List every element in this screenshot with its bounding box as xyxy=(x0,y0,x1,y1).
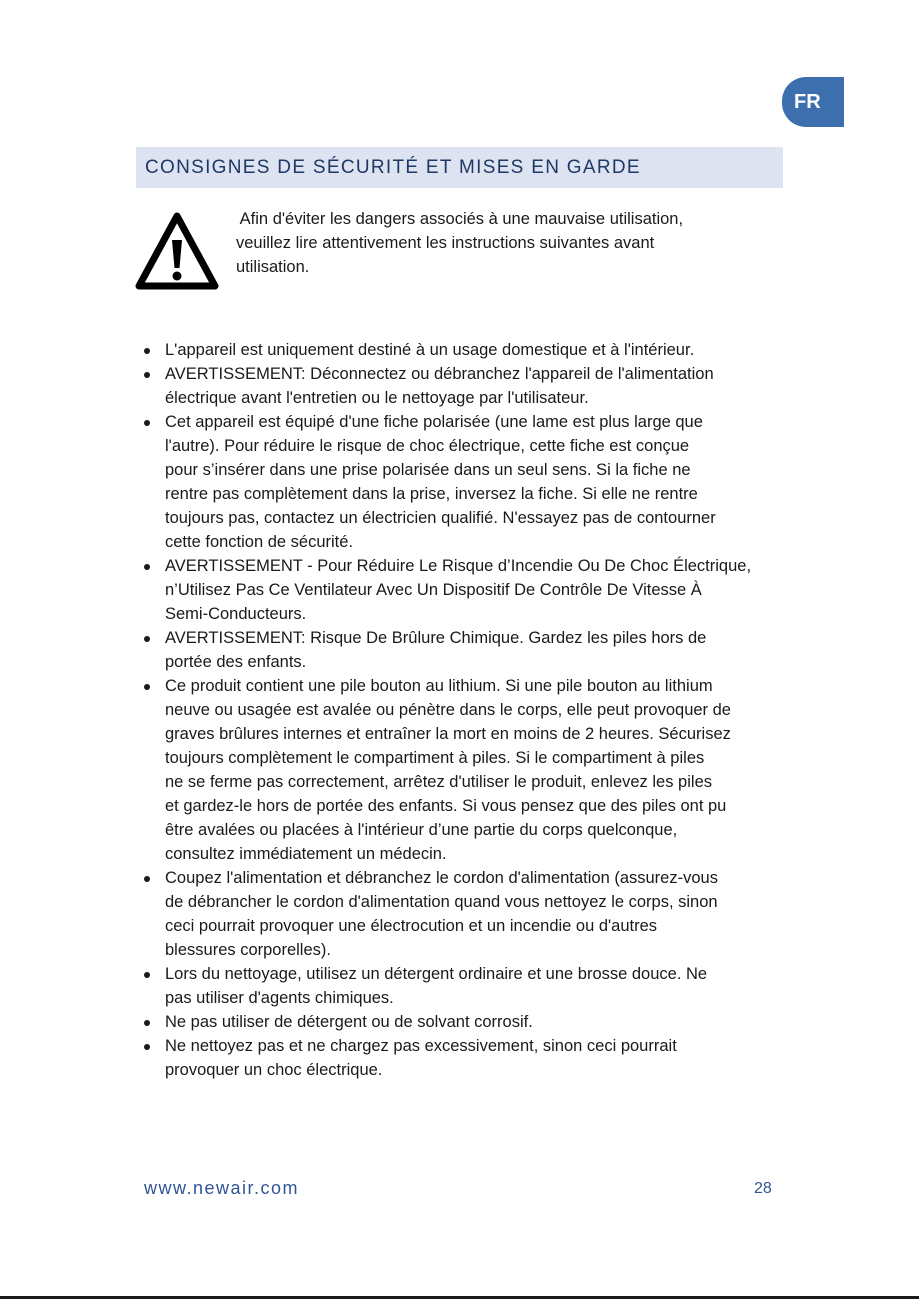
list-item xyxy=(142,626,782,674)
section-header xyxy=(136,147,783,188)
list-item-line: AVERTISSEMENT: Déconnectez ou débranchez l'appareil de l'alimentation xyxy=(165,365,714,383)
list-item-line: Ce produit contient une pile bouton au lithium. Si une pile bouton au lithium xyxy=(165,677,713,695)
list-item-line: neuve ou usagée est avalée ou pénètre dans le corps, elle peut provoquer de xyxy=(165,701,731,719)
section-title: CONSIGNES DE SÉCURITÉ ET MISES EN GARDE xyxy=(145,156,641,178)
list-item-line: n’Utilisez Pas Ce Ventilateur Avec Un Dispositif De Contrôle De Vitesse À xyxy=(165,581,702,599)
list-item xyxy=(142,962,782,1010)
list-item xyxy=(142,1034,782,1082)
list-item-line: Ne nettoyez pas et ne chargez pas excessivement, sinon ceci pourrait xyxy=(165,1037,677,1055)
list-item-line: Cet appareil est équipé d'une fiche polarisée (une lame est plus large que xyxy=(165,413,703,431)
language-label: FR xyxy=(794,90,821,113)
list-item-line: électrique avant l'entretien ou le nettoyage par l'utilisateur. xyxy=(165,389,589,407)
list-item-line: cette fonction de sécurité. xyxy=(165,533,354,551)
list-item xyxy=(142,554,782,626)
intro-text xyxy=(236,207,756,279)
list-item-line: blessures corporelles). xyxy=(165,941,331,959)
list-item-line: Coupez l'alimentation et débranchez le cordon d'alimentation (assurez-vous xyxy=(165,869,718,887)
list-item-line: Lors du nettoyage, utilisez un détergent ordinaire et une brosse douce. Ne xyxy=(165,965,708,983)
list-item-line: provoquer un choc électrique. xyxy=(165,1061,383,1079)
list-item-line: et gardez-le hors de portée des enfants. Si vous pensez que des piles ont pu xyxy=(165,797,727,815)
footer-url: www.newair.com xyxy=(144,1178,300,1198)
list-item-line: de débrancher le cordon d'alimentation quand vous nettoyez le corps, sinon xyxy=(165,893,718,911)
list-item-line: consultez immédiatement un médecin. xyxy=(165,845,447,863)
intro-line: utilisation. xyxy=(236,258,310,276)
intro-line: veuillez lire attentivement les instructions suivantes avant xyxy=(236,234,655,252)
warning-triangle-icon xyxy=(135,212,219,290)
list-item-line: toujours pas, contactez un électricien qualifié. N'essayez pas de contourner xyxy=(165,509,716,527)
list-item xyxy=(142,674,782,866)
list-item xyxy=(142,866,782,962)
list-item-line: pas utiliser d'agents chimiques. xyxy=(165,989,394,1007)
list-item xyxy=(142,410,782,554)
list-item xyxy=(142,1010,782,1034)
page-number: 28 xyxy=(754,1180,772,1197)
list-item-line: ceci pourrait provoquer une électrocution et un incendie ou d'autres xyxy=(165,917,658,935)
list-item-line: toujours complètement le compartiment à piles. Si le compartiment à piles xyxy=(165,749,705,767)
list-item-line: AVERTISSEMENT: Risque De Brûlure Chimique. Gardez les piles hors de xyxy=(165,629,707,647)
list-item-line: être avalées ou placées à l'intérieur d’une partie du corps quelconque, xyxy=(165,821,678,839)
language-tab xyxy=(782,77,844,127)
list-item-line: AVERTISSEMENT - Pour Réduire Le Risque d’Incendie Ou De Choc Électrique, xyxy=(165,557,752,575)
list-item-line: L'appareil est uniquement destiné à un usage domestique et à l'intérieur. xyxy=(165,341,695,359)
list-item-line: Semi-Conducteurs. xyxy=(165,605,307,623)
safety-instructions-list xyxy=(142,338,782,1082)
list-item-line: portée des enfants. xyxy=(165,653,307,671)
intro-line: Afin d'éviter les dangers associés à une mauvaise utilisation, xyxy=(236,210,684,228)
list-item xyxy=(142,338,782,362)
list-item-line: Ne pas utiliser de détergent ou de solvant corrosif. xyxy=(165,1013,533,1031)
list-item-line: graves brûlures internes et entraîner la mort en moins de 2 heures. Sécurisez xyxy=(165,725,731,743)
list-item-line: l'autre). Pour réduire le risque de choc électrique, cette fiche est conçue xyxy=(165,437,690,455)
list-item xyxy=(142,362,782,410)
list-item-line: rentre pas complètement dans la prise, inversez la fiche. Si elle ne rentre xyxy=(165,485,698,503)
list-item-line: ne se ferme pas correctement, arrêtez d'utiliser le produit, enlevez les piles xyxy=(165,773,712,791)
list-item-line: pour s’insérer dans une prise polarisée dans un seul sens. Si la fiche ne xyxy=(165,461,691,479)
